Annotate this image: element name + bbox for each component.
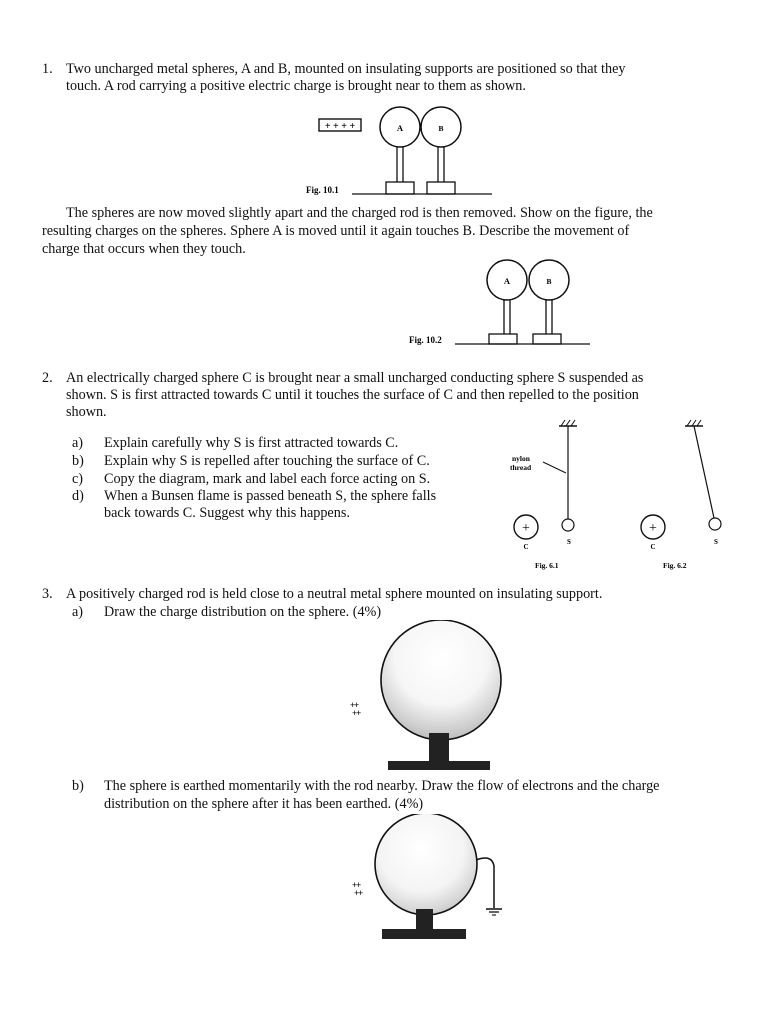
sphere-a-label: A (396, 123, 404, 133)
thread-label-line1: nylon (512, 454, 530, 463)
charged-rod-marks (350, 700, 361, 718)
metal-sphere (375, 814, 477, 915)
q2c-text: Copy the diagram, mark and label each force acting on S. (104, 471, 431, 487)
insulating-support (416, 909, 433, 931)
q1-text-line1: Two uncharged metal spheres, A and B, mounted on insulating supports are positioned so that they (66, 61, 626, 77)
q1-para-line3: charge that occurs when they touch. (42, 241, 246, 257)
q2b-letter: b) (72, 453, 84, 469)
q3b-text-line1: The sphere is earthed momentarily with the rod nearby. Draw the flow of electrons and the charge (104, 778, 660, 794)
q2-number: 2. (42, 370, 53, 386)
q3b-text-line2: distribution on the sphere after it has been earthed. (4%) (104, 796, 424, 812)
sphere-s (709, 518, 721, 530)
q1-text-line2: touch. A rod carrying a positive electric charge is brought near to them as shown. (66, 78, 526, 94)
thread-label-line2: thread (510, 463, 532, 472)
nylon-thread (694, 426, 714, 518)
svg-text:++: ++ (352, 880, 361, 890)
q3a-letter: a) (72, 604, 84, 620)
q2a-letter: a) (72, 435, 84, 451)
figure-q3a (340, 620, 520, 780)
support-base (388, 761, 490, 770)
rod-charges: + + + + (324, 121, 356, 132)
q3-number: 3. (42, 586, 53, 602)
q2-text-line1: An electrically charged sphere C is brought near a small uncharged conducting sphere S suspended as (66, 370, 644, 386)
q2b-text: Explain why S is repelled after touching the surface of C. (104, 453, 430, 469)
earth-symbol-icon (486, 909, 502, 915)
sphere-s-label: S (714, 538, 718, 546)
figure-10-1 (300, 104, 500, 200)
q1-number: 1. (42, 61, 53, 77)
figure-10-2 (405, 256, 595, 352)
sphere-c-sign: + (649, 521, 657, 536)
sphere-s (562, 519, 574, 531)
figure-6-1-and-6-2 (495, 416, 735, 576)
q3b-letter: b) (72, 778, 84, 794)
fig-10-2-caption: Fig. 10.2 (409, 335, 442, 345)
svg-text:++: ++ (354, 888, 363, 898)
q2d-letter: d) (72, 488, 84, 504)
fig-10-1-caption: Fig. 10.1 (306, 185, 339, 195)
fig-6-1-caption: Fig. 6.1 (535, 561, 559, 570)
q2-text-line2: shown. S is first attracted towards C until it touches the surface of C and then repelled to the position (66, 387, 639, 403)
support-base (382, 929, 466, 939)
svg-text:++: ++ (350, 700, 359, 710)
q2a-text: Explain carefully why S is first attracted towards C. (104, 435, 399, 451)
fig-6-2-caption: Fig. 6.2 (663, 561, 687, 570)
sphere-a-label: A (503, 276, 511, 286)
q3-text-line1: A positively charged rod is held close to a neutral metal sphere mounted on insulating support. (66, 586, 603, 602)
charged-rod-marks (352, 880, 363, 898)
svg-text:++: ++ (352, 708, 361, 718)
sphere-c-label: C (523, 543, 529, 551)
sphere-c-sign: + (522, 521, 530, 536)
q3a-text: Draw the charge distribution on the sphere. (4%) (104, 604, 382, 620)
earth-wire (476, 858, 494, 908)
q2d-text-line1: When a Bunsen flame is passed beneath S, the sphere falls (104, 488, 437, 504)
metal-sphere (381, 620, 501, 740)
figure-q3b (340, 814, 530, 944)
q1-para-line2: resulting charges on the spheres. Sphere A is moved until it again touches B. Describe the movement of (42, 223, 630, 239)
q2-text-line3: shown. (66, 404, 107, 420)
q1-para-line1: The spheres are now moved slightly apart and the charged rod is then removed. Show on the figure, the (66, 205, 653, 221)
sphere-b-label: B (546, 277, 552, 286)
insulating-support (429, 733, 449, 763)
sphere-c-label: C (650, 543, 656, 551)
q2c-letter: c) (72, 471, 84, 487)
sphere-b-label: B (438, 124, 444, 133)
q2d-text-line2: back towards C. Suggest why this happens. (104, 505, 350, 521)
sphere-s-label: S (567, 538, 571, 546)
